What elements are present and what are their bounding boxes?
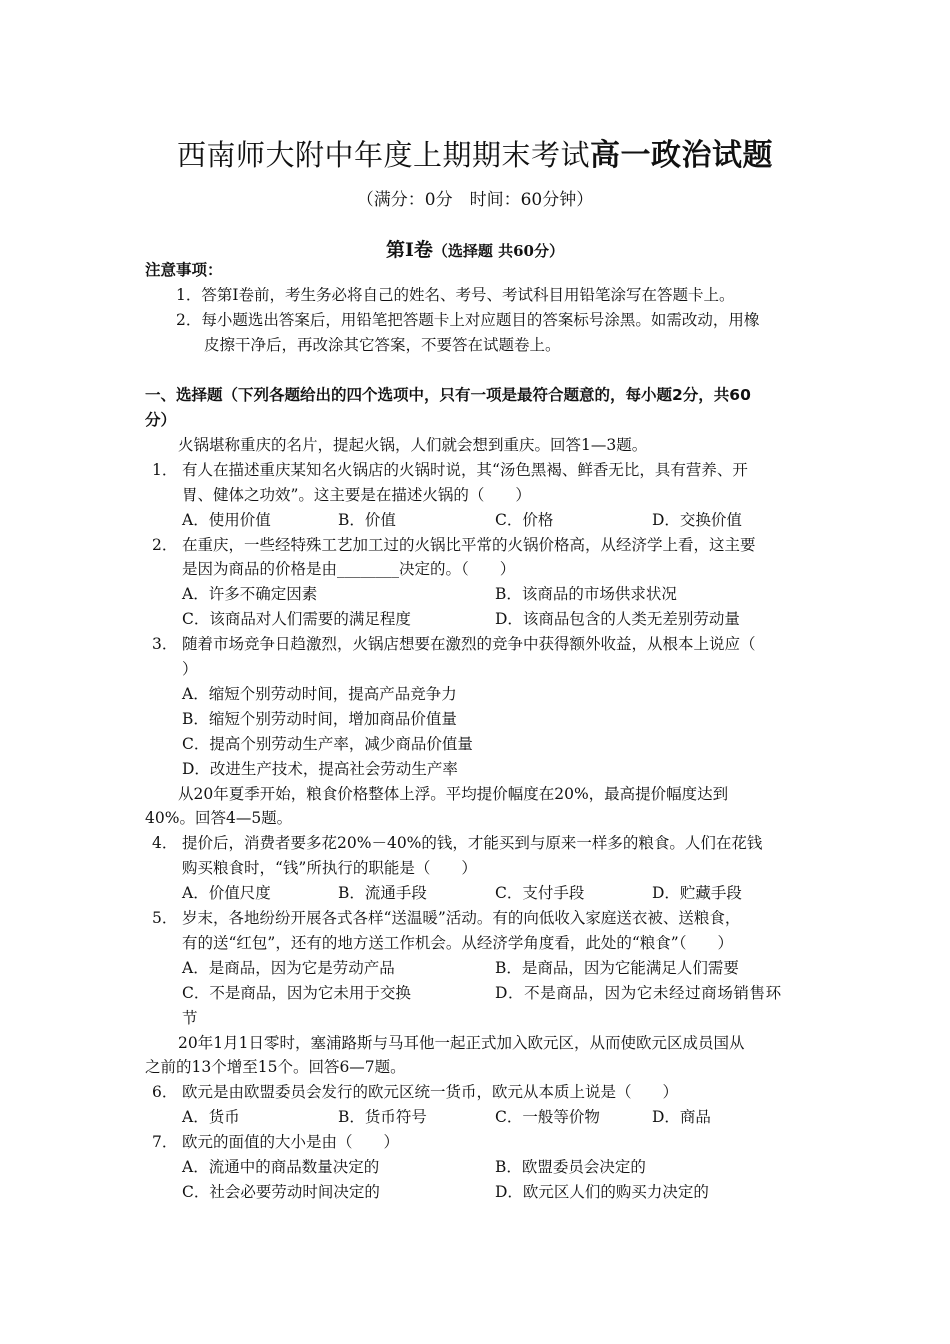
intro-euro: 20年1月1日零时，塞浦路斯与马耳他一起正式加入欧元区，从而使欧元区成员国从: [178, 1034, 745, 1052]
question-1-text-cont: 胃、健体之功效”。这主要是在描述火锅的（ ）: [182, 486, 531, 504]
q3-option-c: C．提高个别劳动生产率，减少商品价值量: [182, 735, 473, 753]
question-number: 3．: [152, 635, 178, 653]
q2-option-d: D．该商品包含的人类无差别劳动量: [495, 610, 740, 628]
q1-option-b: B．价值: [338, 511, 396, 529]
question-4-text: 提价后，消费者要多花20%－40%的钱，才能买到与原来一样多的粮食。人们在花钱: [182, 834, 763, 852]
q4-option-c: C．支付手段: [495, 884, 585, 902]
notice-item-2-cont: 皮擦干净后，再改涂其它答案，不要答在试题卷上。: [204, 336, 561, 354]
question-number: 4．: [152, 834, 178, 852]
exam-info: （满分：0分 时间：60分钟）: [356, 190, 594, 210]
question-3-text: 随着市场竞争日趋激烈，火锅店想要在激烈的竞争中获得额外收益，从根本上说应（: [182, 635, 756, 653]
q6-option-c: C．一般等价物: [495, 1108, 600, 1126]
question-2-text: 在重庆，一些经特殊工艺加工过的火锅比平常的火锅价格高，从经济学上看，这主要: [182, 536, 756, 554]
intro-euro-cont: 之前的13个增至15个。回答6—7题。: [145, 1058, 406, 1076]
q5-option-d: D．不是商品，因为它未经过商场销售环: [495, 984, 782, 1002]
q6-option-b: B．货币符号: [338, 1108, 427, 1126]
question-1-text: 有人在描述重庆某知名火锅店的火锅时说，其“汤色黑褐、鲜香无比，具有营养、开: [182, 461, 748, 479]
question-3-text-cont: ）: [182, 660, 198, 678]
notice-item-2: 2．每小题选出答案后，用铅笔把答题卡上对应题目的答案标号涂黑。如需改动，用橡: [176, 311, 760, 329]
question-number: 2．: [152, 536, 178, 554]
question-number: 6．: [152, 1083, 178, 1101]
question-5-text: 岁末，各地纷纷开展各式各样“送温暖”活动。有的向低收入家庭送衣被、送粮食，: [182, 909, 741, 927]
question-number: 1．: [152, 461, 178, 479]
question-2-text-cont: 是因为商品的价格是由________决定的。（ ）: [182, 560, 516, 578]
q1-option-d: D．交换价值: [652, 511, 742, 529]
title-subject: 高一政治试题: [590, 138, 773, 173]
q4-option-a: A．价值尺度: [182, 884, 271, 902]
q5-option-d-wrap: 节: [182, 1009, 198, 1027]
section-heading: 一、选择题（下列各题给出的四个选项中，只有一项是最符合题意的，每小题2分，共60: [145, 386, 751, 404]
notice-heading: 注意事项：: [145, 261, 223, 279]
q6-option-d: D．商品: [652, 1108, 711, 1126]
q6-option-a: A．货币: [182, 1108, 240, 1126]
question-7-text: 欧元的面值的大小是由（ ）: [182, 1133, 400, 1151]
intro-hotpot: 火锅堪称重庆的名片，提起火锅，人们就会想到重庆。回答1—3题。: [178, 436, 648, 454]
q7-option-c: C．社会必要劳动时间决定的: [182, 1183, 380, 1201]
page-title: [0, 130, 950, 174]
q5-option-b: B．是商品，因为它能满足人们需要: [495, 959, 739, 977]
question-4-text-cont: 购买粮食时，“钱”所执行的职能是（ ）: [182, 859, 477, 877]
title-main: 西南师大附中年度上期期末考试: [176, 138, 590, 172]
question-5-text-cont: 有的送“红包”，还有的地方送工作机会。从经济学角度看，此处的“粮食”（ ）: [182, 934, 733, 952]
q1-option-a: A．使用价值: [182, 511, 271, 529]
q5-option-a: A．是商品，因为它是劳动产品: [182, 959, 395, 977]
q7-option-d: D．欧元区人们的购买力决定的: [495, 1183, 709, 1201]
q1-option-c: C．价格: [495, 511, 554, 529]
q4-option-b: B．流通手段: [338, 884, 427, 902]
q4-option-d: D．贮藏手段: [652, 884, 742, 902]
intro-grain-cont: 40%。回答4—5题。: [145, 809, 293, 827]
intro-grain: 从20年夏季开始，粮食价格整体上浮。平均提价幅度在20%，最高提价幅度达到: [178, 785, 729, 803]
q3-option-b: B．缩短个别劳动时间，增加商品价值量: [182, 710, 457, 728]
q2-option-c: C．该商品对人们需要的满足程度: [182, 610, 411, 628]
question-6-text: 欧元是由欧盟委员会发行的欧元区统一货币，欧元从本质上说是（ ）: [182, 1083, 679, 1101]
section-heading-cont: 分）: [145, 411, 177, 429]
part-heading: [0, 235, 950, 262]
question-number: 7．: [152, 1133, 178, 1151]
q5-option-c: C．不是商品，因为它未用于交换: [182, 984, 411, 1002]
q2-option-b: B．该商品的市场供求状况: [495, 585, 677, 603]
part-note: （选择题 共60分）: [432, 242, 564, 260]
q2-option-a: A．许多不确定因素: [182, 585, 318, 603]
q7-option-b: B．欧盟委员会决定的: [495, 1158, 646, 1176]
question-number: 5．: [152, 909, 178, 927]
q7-option-a: A．流通中的商品数量决定的: [182, 1158, 380, 1176]
q3-option-a: A．缩短个别劳动时间，提高产品竞争力: [182, 685, 457, 703]
part-title: 第Ⅰ卷: [386, 239, 433, 261]
notice-item-1: 1．答第Ⅰ卷前，考生务必将自己的姓名、考号、考试科目用铅笔涂写在答题卡上。: [176, 286, 735, 304]
q3-option-d: D．改进生产技术，提高社会劳动生产率: [182, 760, 458, 778]
